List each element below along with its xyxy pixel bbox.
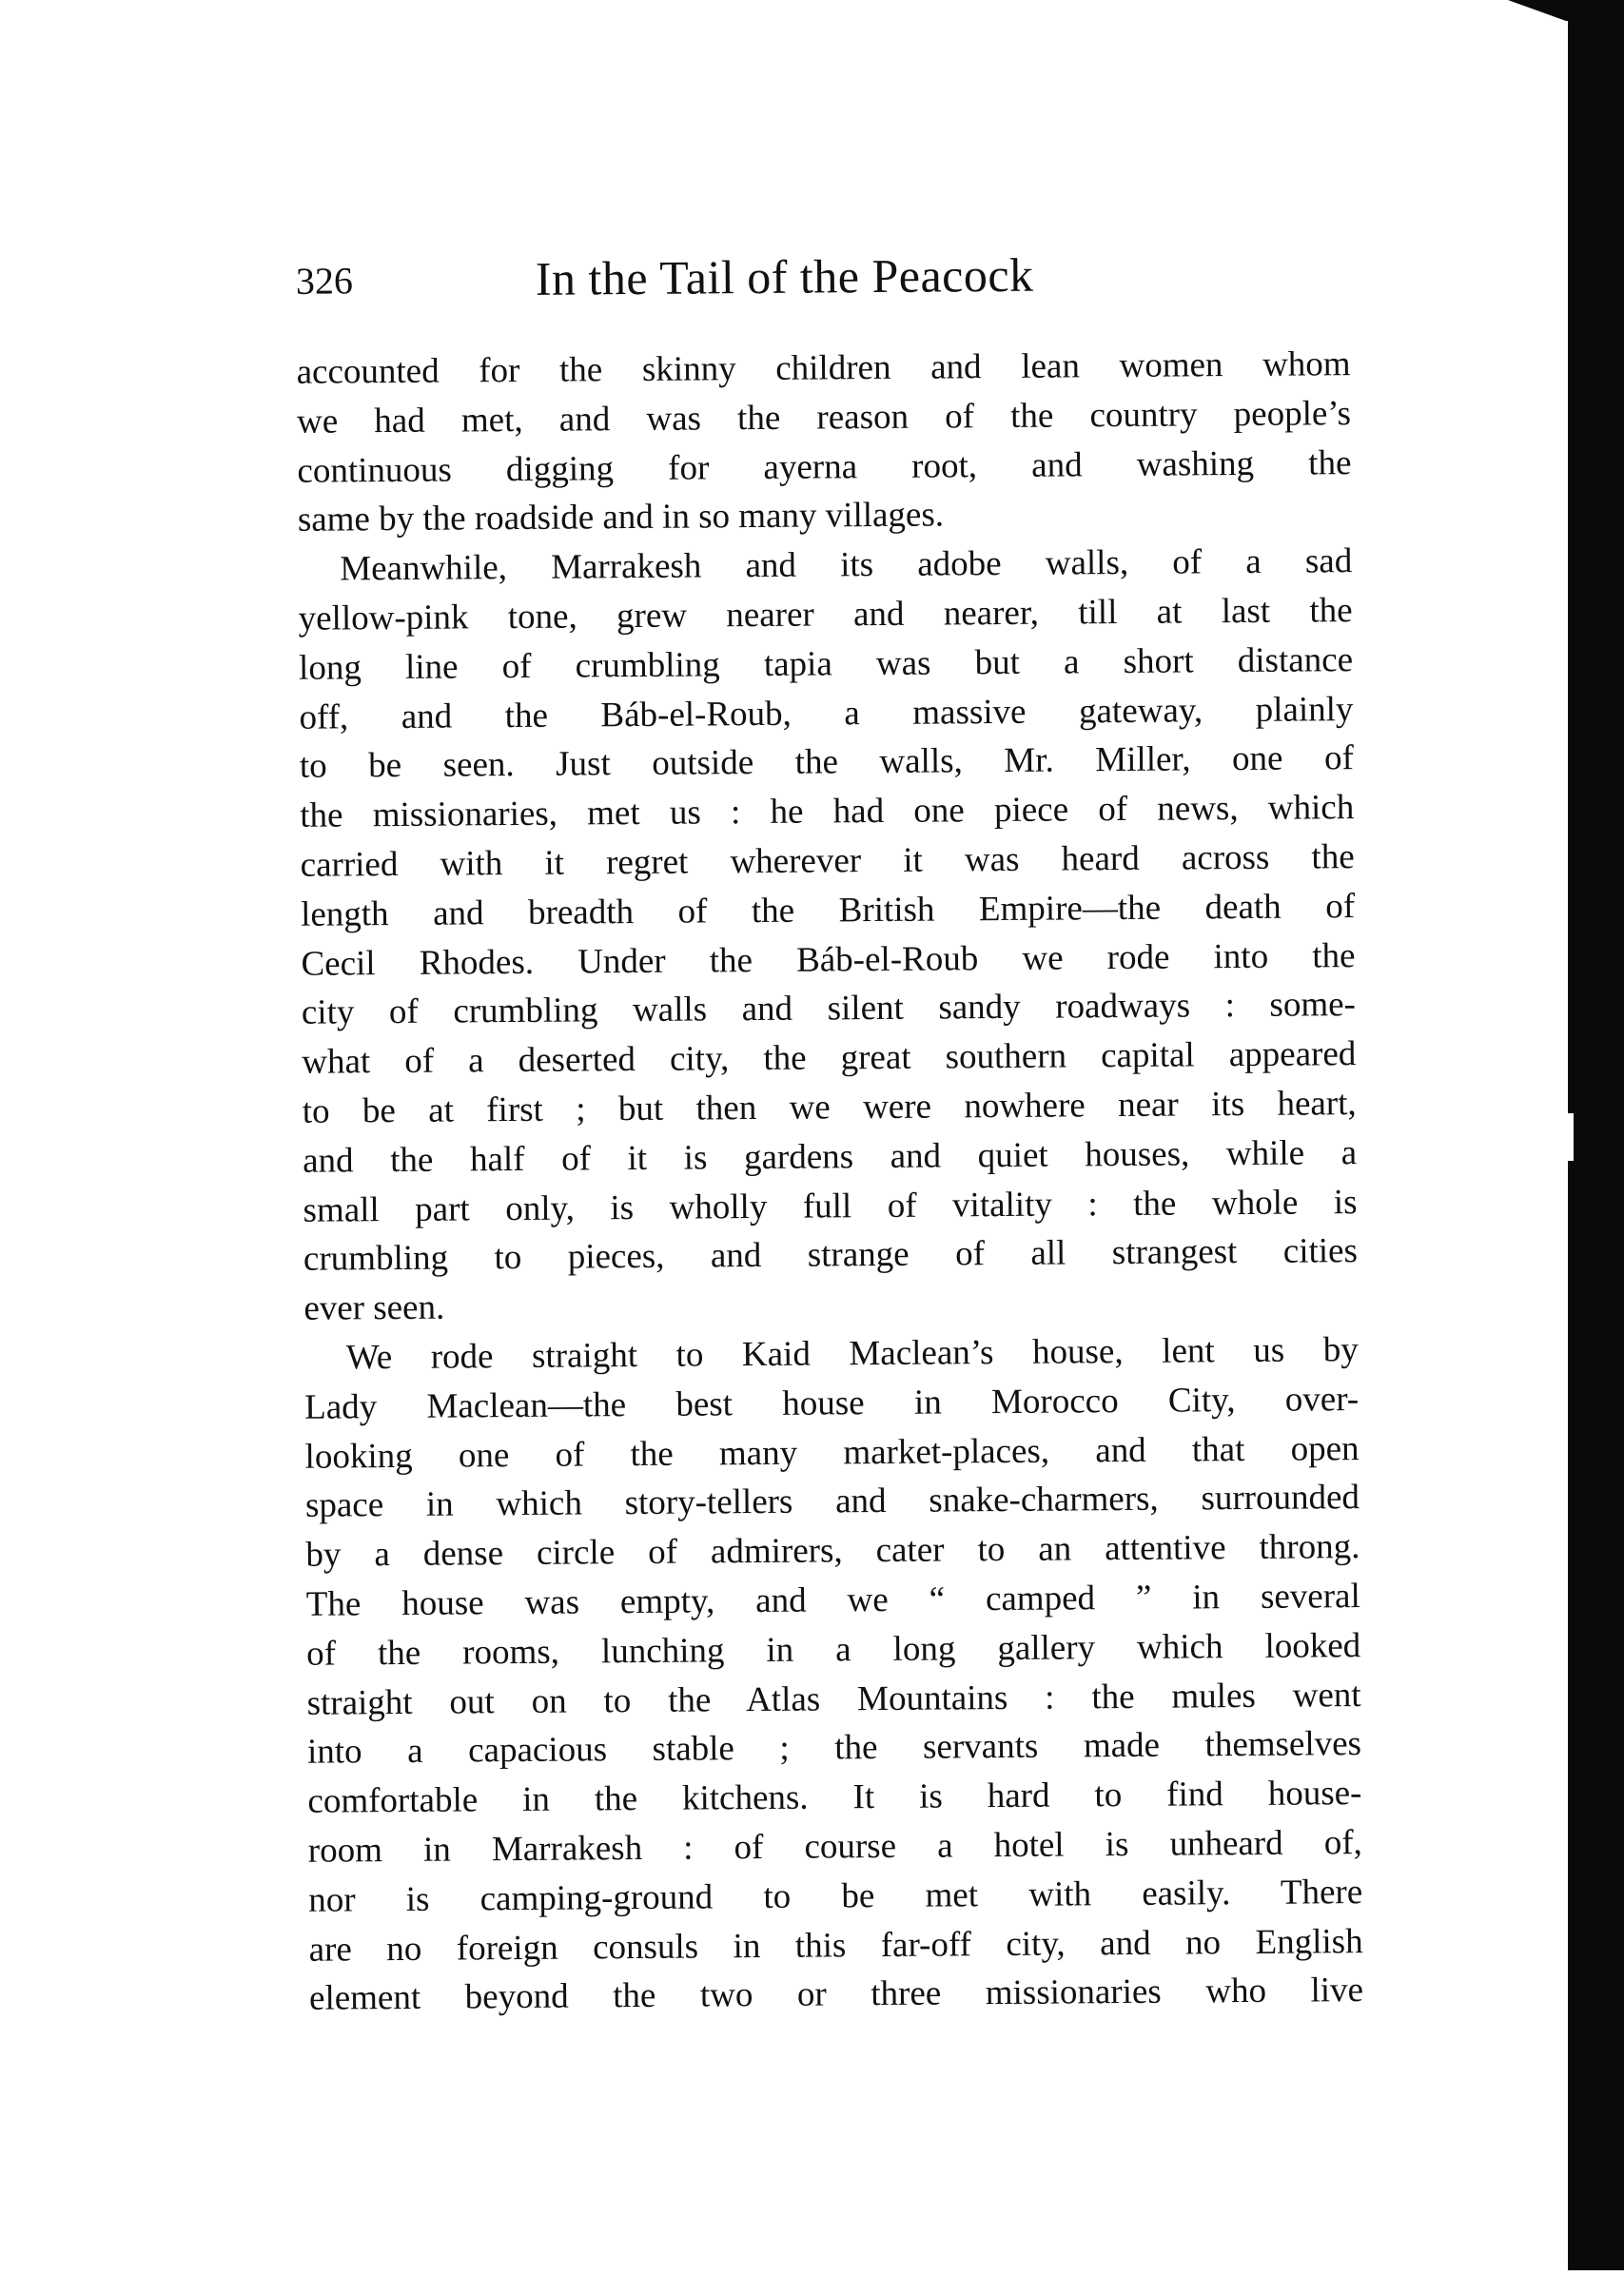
text-line: off, and the Báb-el-Roub, a massive gateway, plainly bbox=[299, 689, 1354, 737]
text-line: nor is camping-ground to be met with easily. There bbox=[308, 1872, 1363, 1920]
text-line: small part only, is wholly full of vitality : the whole is bbox=[303, 1182, 1358, 1230]
running-title: In the Tail of the Peacock bbox=[535, 247, 1034, 305]
page-edge-notch bbox=[1560, 1113, 1574, 1161]
text-line: of the rooms, lunching in a long gallery which looked bbox=[306, 1625, 1361, 1674]
text-line: Cecil Rhodes. Under the Báb-el-Roub we rode into the bbox=[301, 935, 1356, 984]
text-line: accounted for the skinny children and lean women whom bbox=[296, 344, 1351, 392]
page-number: 326 bbox=[295, 259, 354, 303]
text-line: looking one of the many market-places, and that open bbox=[304, 1428, 1360, 1477]
text-line: to be at first ; but then we were nowhere near its heart, bbox=[302, 1084, 1357, 1131]
text-line: The house was empty, and we “ camped ” in several bbox=[305, 1576, 1360, 1624]
text-line: straight out on to the Atlas Mountains : the mules went bbox=[306, 1675, 1361, 1723]
text-line: element beyond the two or three missionaries who live bbox=[308, 1971, 1364, 2019]
text-line: are no foreign consuls in this far-off city, and no English bbox=[308, 1921, 1363, 1970]
text-line: room in Marrakesh : of course a hotel is unheard of, bbox=[307, 1822, 1362, 1871]
page-edge-shadow bbox=[1568, 17, 1624, 2270]
text-line: comfortable in the kitchens. It is hard to find house- bbox=[307, 1774, 1362, 1821]
text-line: crumbling to pieces, and strange of all strangest cities bbox=[303, 1231, 1359, 1280]
text-line: into a capacious stable ; the servants made themselves bbox=[306, 1724, 1362, 1773]
text-line: We rode straight to Kaid Maclean’s house, lent us by bbox=[345, 1330, 1359, 1378]
text-line: Lady Maclean—the best house in Morocco City, over- bbox=[304, 1379, 1360, 1427]
text-line: ever seen. bbox=[303, 1287, 445, 1328]
text-line: the missionaries, met us : he had one piece of news, which bbox=[300, 788, 1355, 835]
body-text bbox=[296, 340, 1363, 2024]
text-line: continuous digging for ayerna root, and washing the bbox=[297, 442, 1352, 491]
text-line: long line of crumbling tapia was but a short distance bbox=[298, 639, 1354, 688]
text-line: and the half of it is gardens and quiet houses, while a bbox=[302, 1132, 1358, 1181]
text-line: carried with it regret wherever it was heard across the bbox=[300, 837, 1355, 885]
text-line: yellow-pink tone, grew nearer and nearer, till at last the bbox=[298, 591, 1353, 638]
text-line: length and breadth of the British Empire—the death of bbox=[300, 886, 1356, 934]
text-line: by a dense circle of admirers, cater to an attentive throng. bbox=[305, 1527, 1360, 1575]
text-line: what of a deserted city, the great southern capital appeared bbox=[302, 1034, 1357, 1082]
text-line: space in which story-tellers and snake-charmers, surrounded bbox=[304, 1478, 1360, 1526]
text-line: same by the roadside and in so many villages. bbox=[297, 495, 945, 540]
running-head bbox=[296, 245, 1352, 310]
text-line: we had met, and was the reason of the country people’s bbox=[296, 393, 1352, 441]
text-line: to be seen. Just outside the walls, Mr. Miller, one of bbox=[299, 738, 1355, 787]
text-line: city of crumbling walls and silent sandy roadways : some- bbox=[301, 985, 1357, 1033]
text-line: Meanwhile, Marrakesh and its adobe walls, of a sad bbox=[340, 541, 1353, 589]
